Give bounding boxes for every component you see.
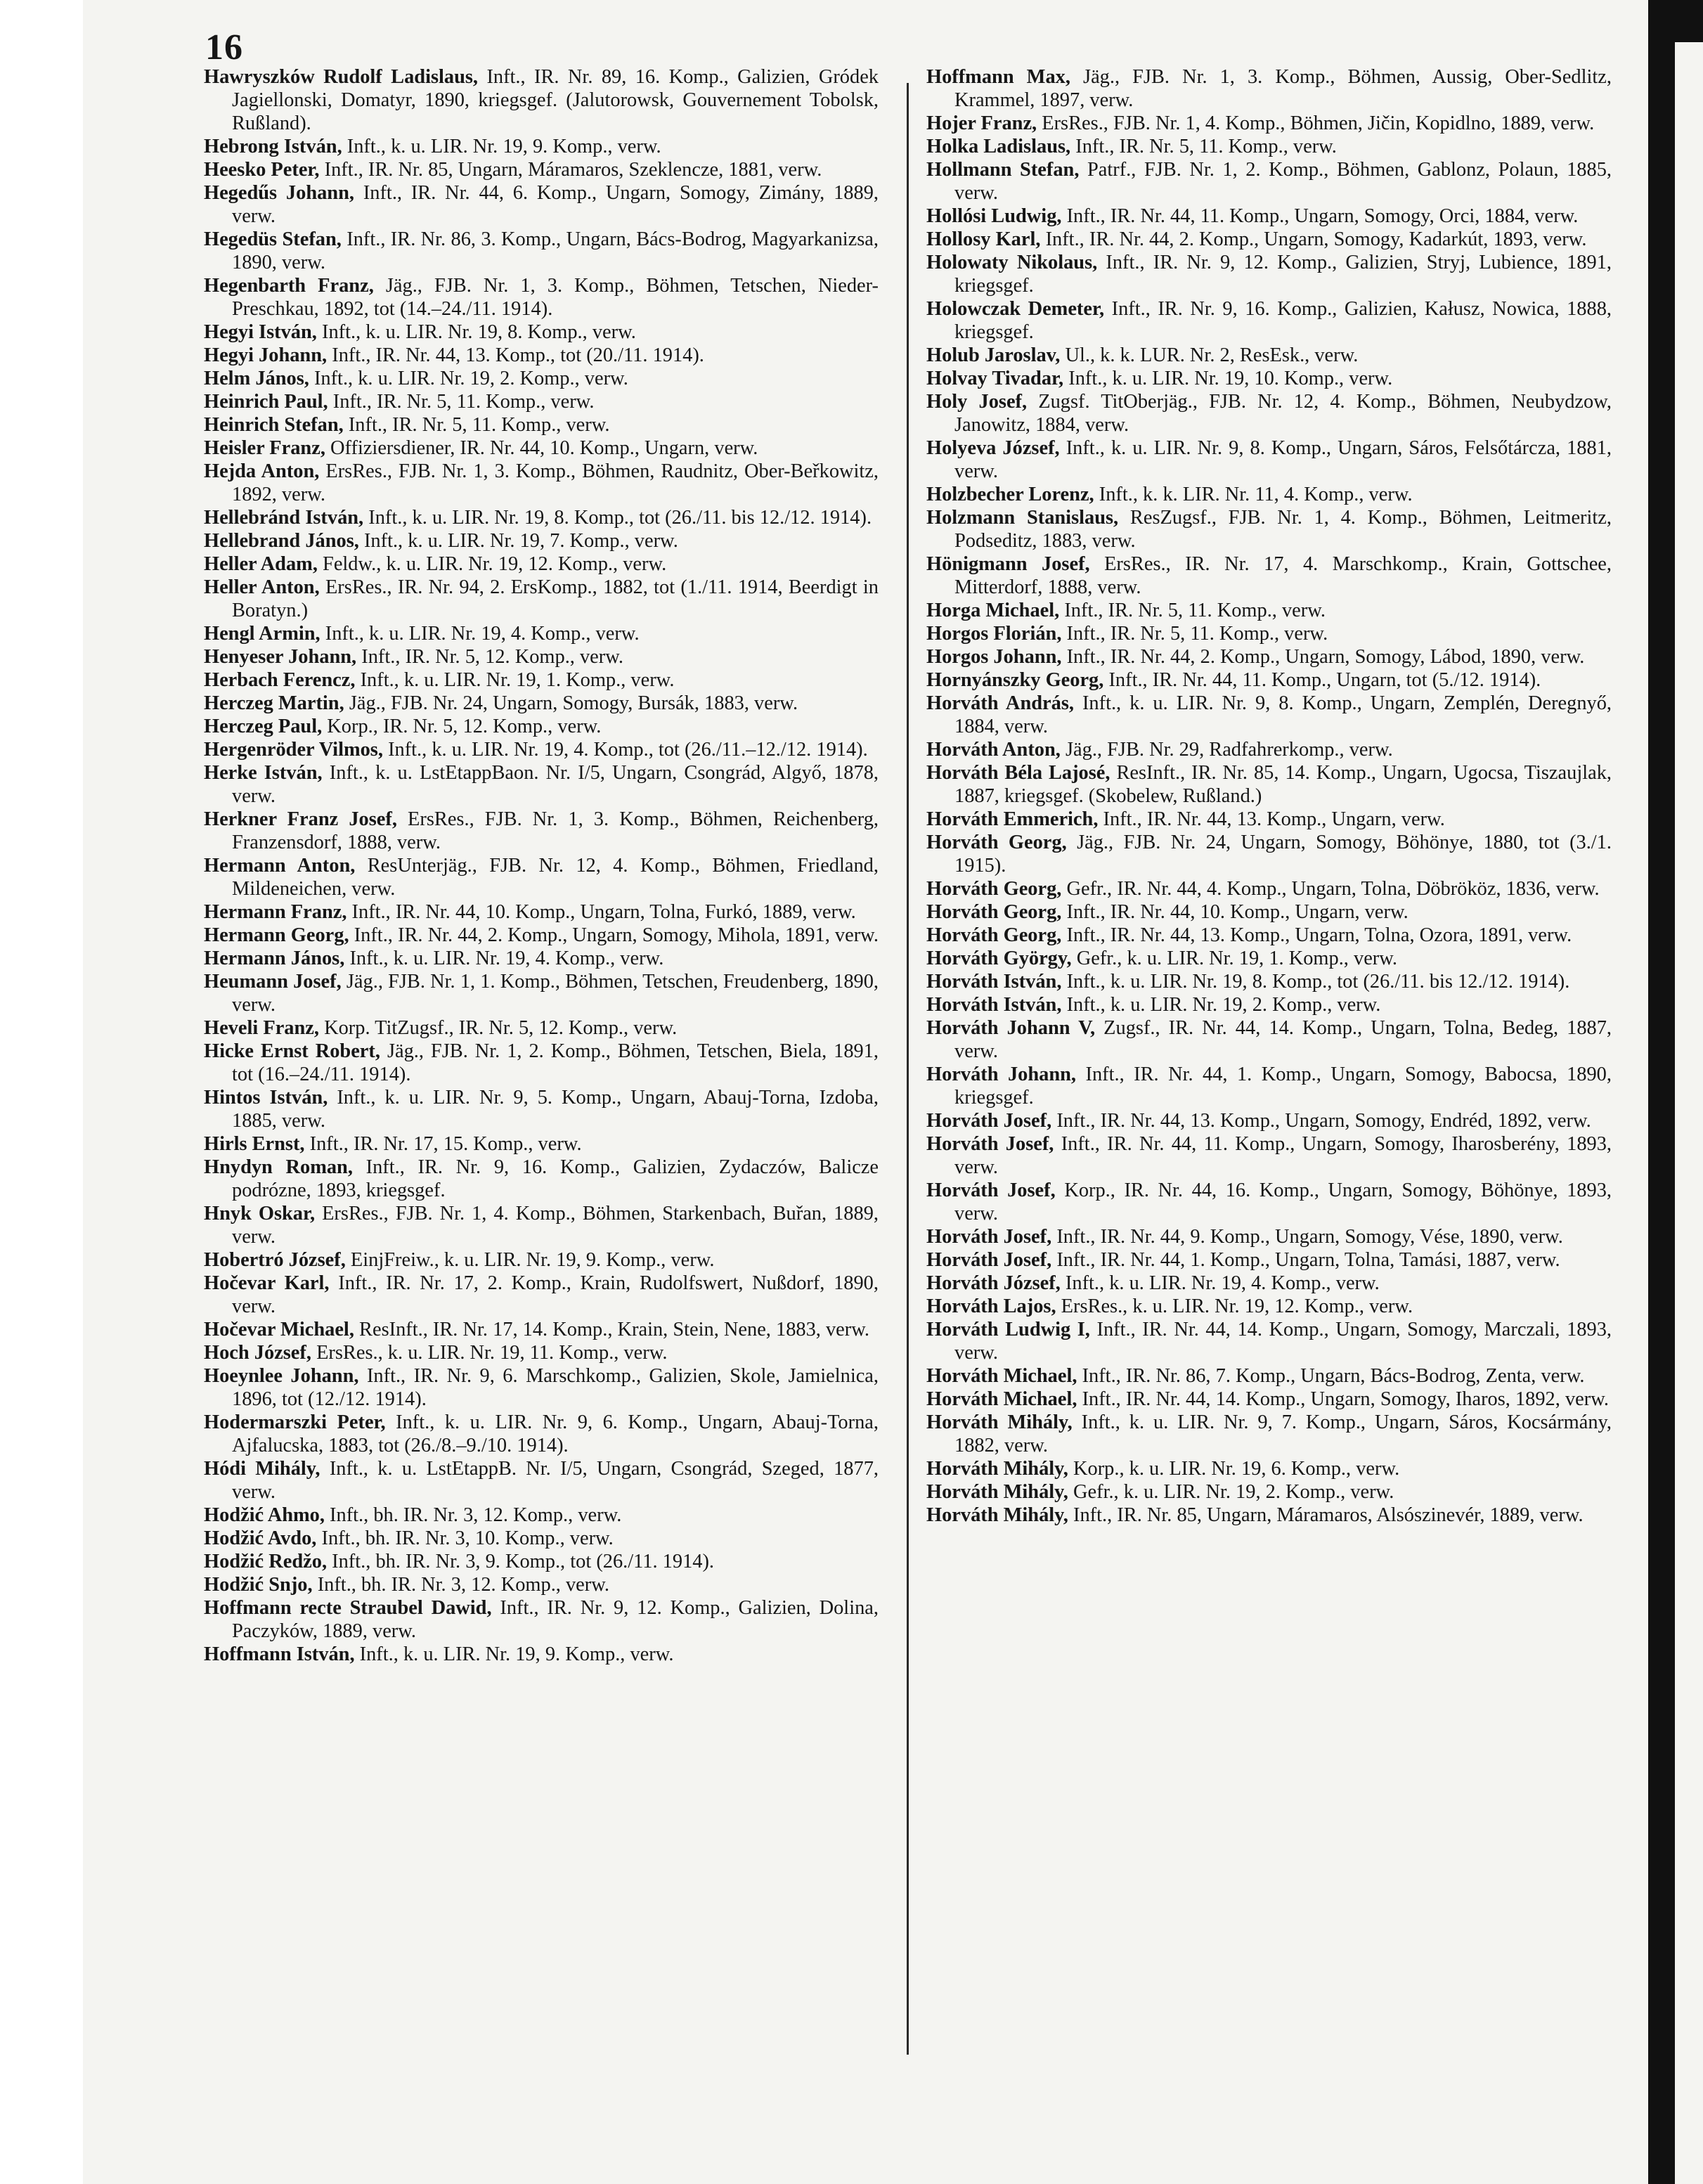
entry-details: Inft., IR. Nr. 44, 13. Komp., Ungarn, verw.	[1103, 808, 1445, 830]
entry-name: Horváth István,	[926, 971, 1062, 993]
entry-details: Inft., IR. Nr. 9, 16. Komp., Galizien, Zydaczów, Balicze podrózne, 1893, kriegsgef.	[232, 1156, 879, 1201]
register-entry	[926, 692, 1612, 738]
entry-details: Inft., IR. Nr. 5, 11. Komp., verw.	[1066, 623, 1328, 645]
entry-name: Horváth Josef,	[926, 1180, 1056, 1201]
entry-name: Hirls Ernst,	[204, 1133, 305, 1155]
register-entry	[204, 367, 879, 390]
register-entry	[204, 854, 879, 900]
register-entry	[926, 344, 1612, 367]
register-entry	[926, 622, 1612, 645]
entry-details: Jäg., FJB. Nr. 1, 3. Komp., Böhmen, Tetschen, Nieder-Preschkau, 1892, tot (14.–24./11. 1914).	[232, 275, 879, 320]
entry-details: Inft., k. u. LIR. Nr. 19, 4. Komp., tot (26./11.–12./12. 1914).	[388, 739, 868, 761]
entry-name: Horváth Mihály,	[926, 1458, 1068, 1480]
register-entry	[204, 506, 879, 529]
entry-name: Hergenröder Vilmos,	[204, 739, 383, 761]
entry-name: Hódi Mihály,	[204, 1458, 320, 1480]
register-entry	[926, 1109, 1612, 1132]
register-entry	[204, 738, 879, 761]
register-entry	[204, 1504, 879, 1527]
register-entry	[204, 924, 879, 947]
entry-name: Holy Josef,	[926, 391, 1028, 413]
entry-name: Herczeg Paul,	[204, 716, 323, 737]
entry-details: Inft., IR. Nr. 44, 11. Komp., Ungarn, Somogy, Iharosberény, 1893, verw.	[954, 1133, 1612, 1178]
entry-name: Hoffmann recte Straubel Dawid,	[204, 1597, 492, 1619]
entry-details: ErsRes., IR. Nr. 17, 4. Marschkomp., Krain, Gottschee, Mitterdorf, 1888, verw.	[954, 553, 1612, 598]
entry-details: Inft., IR. Nr. 9, 12. Komp., Galizien, Stryj, Lubience, 1891, kriegsgef.	[954, 252, 1612, 297]
register-entry	[926, 112, 1612, 135]
register-entry	[926, 1179, 1612, 1225]
register-entry	[204, 1550, 879, 1573]
entry-details: Inft., IR. Nr. 86, 7. Komp., Ungarn, Bács-Bodrog, Zenta, verw.	[1082, 1365, 1585, 1387]
entry-details: Zugsf. TitOberjäg., FJB. Nr. 12, 4. Komp., Böhmen, Neubydzow, Janowitz, 1884, verw.	[954, 391, 1612, 436]
register-entry	[926, 553, 1612, 599]
register-entry	[204, 274, 879, 321]
register-entry	[926, 947, 1612, 970]
entry-name: Holvay Tivadar,	[926, 368, 1064, 389]
entry-details: Inft., bh. IR. Nr. 3, 9. Komp., tot (26./11. 1914).	[332, 1551, 715, 1572]
entry-name: Hönigmann Josef,	[926, 553, 1090, 575]
entry-details: Inft., IR. Nr. 44, 14. Komp., Ungarn, Somogy, Iharos, 1892, verw.	[1082, 1388, 1609, 1410]
entry-details: ErsRes., IR. Nr. 94, 2. ErsKomp., 1882, tot (1./11. 1914, Beerdigt in Boratyn.)	[232, 576, 879, 621]
register-entry	[204, 1202, 879, 1248]
entry-details: Inft., k. u. LIR. Nr. 19, 10. Komp., verw.	[1068, 368, 1393, 389]
entry-name: Hermann Franz,	[204, 901, 347, 923]
entry-name: Horváth Georg,	[926, 832, 1067, 853]
entry-details: Inft., IR. Nr. 44, 9. Komp., Ungarn, Somogy, Vése, 1890, verw.	[1056, 1226, 1563, 1248]
register-entry	[926, 645, 1612, 668]
entry-details: Inft., IR. Nr. 5, 11. Komp., verw.	[1075, 136, 1337, 157]
entry-details: Inft., k. u. LIR. Nr. 19, 9. Komp., verw.	[347, 136, 661, 157]
entry-name: Heinrich Paul,	[204, 391, 328, 413]
register-entry	[926, 506, 1612, 553]
register-entry	[926, 1504, 1612, 1527]
register-entry	[926, 877, 1612, 900]
entry-details: Korp., k. u. LIR. Nr. 19, 6. Komp., verw.	[1073, 1458, 1400, 1480]
entry-name: Heesko Peter,	[204, 159, 320, 181]
register-entry	[926, 1248, 1612, 1272]
entry-details: Inft., bh. IR. Nr. 3, 10. Komp., verw.	[321, 1527, 614, 1549]
register-entry	[204, 1411, 879, 1457]
entry-details: ErsRes., FJB. Nr. 1, 3. Komp., Böhmen, Raudnitz, Ober-Beřkowitz, 1892, verw.	[232, 460, 879, 505]
entry-details: Inft., IR. Nr. 44, 2. Komp., Ungarn, Somogy, Kadarkút, 1893, verw.	[1045, 228, 1587, 250]
entry-details: Korp., IR. Nr. 5, 12. Komp., verw.	[327, 716, 602, 737]
entry-name: Horváth Josef,	[926, 1133, 1054, 1155]
entry-name: Hegedüs Stefan,	[204, 228, 342, 250]
register-entry	[926, 1225, 1612, 1248]
entry-details: Inft., IR. Nr. 9, 6. Marschkomp., Galizien, Skole, Jamielnica, 1896, tot (12./12. 1914).	[232, 1365, 879, 1410]
register-entry	[204, 947, 879, 970]
entry-name: Herbach Ferencz,	[204, 669, 356, 691]
entry-name: Holyeva József,	[926, 437, 1060, 459]
register-entry	[204, 622, 879, 645]
entry-name: Horváth Johann V,	[926, 1017, 1096, 1039]
entry-name: Horgos Florián,	[926, 623, 1062, 645]
entry-details: Inft., IR. Nr. 44, 2. Komp., Ungarn, Somogy, Mihola, 1891, verw.	[354, 924, 879, 946]
entry-details: EinjFreiw., k. u. LIR. Nr. 19, 9. Komp., verw.	[350, 1249, 715, 1271]
entry-name: Horváth Mihály,	[926, 1411, 1073, 1433]
entry-name: Hellebránd István,	[204, 507, 364, 529]
entry-details: Inft., IR. Nr. 44, 10. Komp., Ungarn, Tolna, Furkó, 1889, verw.	[351, 901, 856, 923]
register-entry	[204, 645, 879, 668]
register-entry	[926, 1364, 1612, 1388]
entry-name: Hermann Georg,	[204, 924, 349, 946]
register-entry	[204, 1341, 879, 1364]
register-entry	[926, 251, 1612, 297]
entry-name: Hobertró József,	[204, 1249, 346, 1271]
entry-details: Inft., k. u. LIR. Nr. 9, 5. Komp., Ungarn, Abauj-Torna, Izdoba, 1885, verw.	[232, 1087, 879, 1132]
entry-details: Inft., bh. IR. Nr. 3, 12. Komp., verw.	[330, 1504, 622, 1526]
entry-details: Jäg., FJB. Nr. 1, 3. Komp., Böhmen, Aussig, Ober-Sedlitz, Krammel, 1897, verw.	[954, 66, 1612, 111]
entry-details: Zugsf., IR. Nr. 44, 14. Komp., Ungarn, Tolna, Bedeg, 1887, verw.	[954, 1017, 1612, 1062]
entry-name: Heumann Josef,	[204, 971, 342, 993]
entry-name: Horváth Ludwig I,	[926, 1319, 1090, 1340]
register-entry	[204, 1016, 879, 1040]
entry-details: Inft., IR. Nr. 85, Ungarn, Máramaros, Szeklencze, 1881, verw.	[324, 159, 822, 181]
entry-details: Inft., IR. Nr. 5, 12. Komp., verw.	[361, 646, 623, 668]
entry-name: Hegyi István,	[204, 321, 317, 343]
scan-left-margin	[0, 0, 83, 2184]
register-entry	[204, 692, 879, 715]
register-entry	[204, 1573, 879, 1596]
entry-details: Inft., IR. Nr. 44, 13. Komp., Ungarn, Tolna, Ozora, 1891, verw.	[1066, 924, 1572, 946]
register-entry	[926, 808, 1612, 831]
entry-details: Inft., k. u. LIR. Nr. 19, 8. Komp., tot (26./11. bis 12./12. 1914).	[368, 507, 872, 529]
entry-name: Holowczak Demeter,	[926, 298, 1105, 320]
entry-details: Ul., k. k. LUR. Nr. 2, ResEsk., verw.	[1065, 344, 1359, 366]
entry-details: Feldw., k. u. LIR. Nr. 19, 12. Komp., verw.	[323, 553, 667, 575]
entry-details: ResInft., IR. Nr. 17, 14. Komp., Krain, Stein, Nene, 1883, verw.	[359, 1319, 869, 1340]
entry-name: Hoch József,	[204, 1342, 311, 1364]
entry-name: Holka Ladislaus,	[926, 136, 1071, 157]
column-right	[926, 65, 1612, 1527]
register-entry	[926, 1016, 1612, 1063]
register-entry	[926, 367, 1612, 390]
register-entry	[204, 65, 879, 135]
entry-details: Inft., k. u. LIR. Nr. 9, 8. Komp., Ungarn, Zemplén, Deregnyő, 1884, verw.	[954, 692, 1612, 737]
entry-details: Inft., k. u. LIR. Nr. 9, 7. Komp., Ungarn, Sáros, Kocsármány, 1882, verw.	[954, 1411, 1612, 1456]
entry-details: Inft., k. u. LIR. Nr. 19, 8. Komp., verw.	[322, 321, 636, 343]
register-entry	[926, 135, 1612, 158]
register-entry	[204, 1364, 879, 1411]
register-entry	[204, 553, 879, 576]
entry-details: ResInft., IR. Nr. 85, 14. Komp., Ungarn, Ugocsa, Tiszaujlak, 1887, kriegsgef. (Skobelew, Rußland.)	[954, 762, 1612, 807]
register-entry	[204, 1457, 879, 1504]
entry-name: Horga Michael,	[926, 600, 1060, 621]
entry-details: Inft., IR. Nr. 44, 11. Komp., Ungarn, tot (5./12. 1914).	[1108, 669, 1541, 691]
register-entry	[204, 1156, 879, 1202]
entry-details: Inft., IR. Nr. 5, 11. Komp., verw.	[332, 391, 595, 413]
entry-name: Herke István,	[204, 762, 323, 784]
entry-name: Hollósi Ludwig,	[926, 205, 1062, 227]
register-entry	[204, 668, 879, 692]
register-entry	[926, 1318, 1612, 1364]
entry-name: Hodžić Ahmo,	[204, 1504, 325, 1526]
register-entry	[926, 483, 1612, 506]
page-number: 16	[205, 27, 243, 67]
entry-details: Inft., k. u. LIR. Nr. 9, 8. Komp., Ungarn, Sáros, Felsőtárcza, 1881, verw.	[954, 437, 1612, 482]
adjacent-page-edge	[1675, 42, 1703, 2184]
entry-name: Hermann János,	[204, 948, 345, 969]
register-entry	[204, 460, 879, 506]
entry-details: Inft., IR. Nr. 9, 16. Komp., Galizien, Kałusz, Nowica, 1888, kriegsgef.	[954, 298, 1612, 343]
entry-name: Horváth Michael,	[926, 1365, 1077, 1387]
entry-details: Inft., IR. Nr. 44, 13. Komp., tot (20./11. 1914).	[332, 344, 704, 366]
entry-details: Inft., IR. Nr. 44, 11. Komp., Ungarn, Somogy, Orci, 1884, verw.	[1066, 205, 1579, 227]
entry-details: Inft., IR. Nr. 44, 10. Komp., Ungarn, verw.	[1066, 901, 1409, 923]
entry-name: Heisler Franz,	[204, 437, 325, 459]
entry-details: Inft., k. k. LIR. Nr. 11, 4. Komp., verw.	[1099, 484, 1413, 505]
register-entry	[926, 228, 1612, 251]
entry-name: Hicke Ernst Robert,	[204, 1040, 380, 1062]
entry-name: Horváth Mihály,	[926, 1504, 1068, 1526]
register-entry	[926, 970, 1612, 993]
entry-details: Inft., k. u. LIR. Nr. 19, 7. Komp., verw.	[363, 530, 678, 552]
entry-details: Gefr., IR. Nr. 44, 4. Komp., Ungarn, Tolna, Döbrököz, 1836, verw.	[1066, 878, 1600, 900]
entry-name: Holub Jaroslav,	[926, 344, 1061, 366]
register-entry	[926, 437, 1612, 483]
entry-name: Horváth Johann,	[926, 1064, 1077, 1085]
entry-details: Inft., IR. Nr. 44, 2. Komp., Ungarn, Somogy, Lábod, 1890, verw.	[1066, 646, 1585, 668]
entry-name: Horváth István,	[926, 994, 1062, 1016]
register-entry	[926, 205, 1612, 228]
register-entry	[926, 1063, 1612, 1109]
entry-details: Inft., IR. Nr. 44, 6. Komp., Ungarn, Somogy, Zimány, 1889, verw.	[232, 182, 879, 227]
register-entry	[204, 321, 879, 344]
register-entry	[926, 1411, 1612, 1457]
entry-details: Inft., IR. Nr. 5, 11. Komp., verw.	[1064, 600, 1326, 621]
register-entry	[926, 390, 1612, 437]
register-entry	[926, 1388, 1612, 1411]
entry-details: Inft., IR. Nr. 86, 3. Komp., Ungarn, Bács-Bodrog, Magyarkanizsa, 1890, verw.	[232, 228, 879, 273]
entry-name: Horváth Anton,	[926, 739, 1061, 761]
entry-name: Hollmann Stefan,	[926, 159, 1080, 181]
register-entry	[204, 181, 879, 228]
register-entry	[926, 738, 1612, 761]
entry-name: Herczeg Martin,	[204, 692, 344, 714]
entry-name: Helm János,	[204, 368, 309, 389]
entry-name: Hočevar Michael,	[204, 1319, 354, 1340]
entry-name: Horváth József,	[926, 1272, 1061, 1294]
register-entry	[926, 297, 1612, 344]
entry-name: Horváth Josef,	[926, 1110, 1052, 1132]
entry-name: Heinrich Stefan,	[204, 414, 344, 436]
register-entry	[926, 1272, 1612, 1295]
entry-name: Hellebrand János,	[204, 530, 359, 552]
entry-name: Hodermarszki Peter,	[204, 1411, 386, 1433]
entry-details: Gefr., k. u. LIR. Nr. 19, 2. Komp., verw.	[1073, 1481, 1394, 1503]
entry-name: Hollosy Karl,	[926, 228, 1041, 250]
entry-details: ErsRes., FJB. Nr. 1, 4. Komp., Böhmen, Jičin, Kopidlno, 1889, verw.	[1042, 112, 1595, 134]
register-entry	[926, 599, 1612, 622]
register-entry	[204, 576, 879, 622]
entry-details: Inft., k. u. LstEtappBaon. Nr. I/5, Ungarn, Csongrád, Algyő, 1878, verw.	[232, 762, 879, 807]
register-entry	[926, 1457, 1612, 1480]
entry-name: Hegenbarth Franz,	[204, 275, 374, 297]
entry-details: Inft., IR. Nr. 5, 11. Komp., verw.	[348, 414, 610, 436]
entry-details: Inft., IR. Nr. 17, 15. Komp., verw.	[309, 1133, 582, 1155]
entry-details: Inft., k. u. LIR. Nr. 19, 4. Komp., verw.	[349, 948, 664, 969]
entry-details: Korp. TitZugsf., IR. Nr. 5, 12. Komp., verw.	[324, 1017, 678, 1039]
entry-name: Hoffmann István,	[204, 1643, 355, 1665]
register-entry	[926, 1295, 1612, 1318]
entry-details: ErsRes., k. u. LIR. Nr. 19, 11. Komp., verw.	[316, 1342, 668, 1364]
entry-name: Holzbecher Lorenz,	[926, 484, 1094, 505]
entry-name: Hodžić Redžo,	[204, 1551, 328, 1572]
entry-details: Jäg., FJB. Nr. 1, 2. Komp., Böhmen, Tetschen, Biela, 1891, tot (16.–24./11. 1914).	[232, 1040, 879, 1085]
register-entry	[204, 1132, 879, 1156]
register-entry	[204, 158, 879, 181]
entry-details: Inft., IR. Nr. 44, 14. Komp., Ungarn, Somogy, Marczali, 1893, verw.	[954, 1319, 1612, 1364]
entry-details: Inft., IR. Nr. 85, Ungarn, Máramaros, Alsószinevér, 1889, verw.	[1073, 1504, 1584, 1526]
register-entry	[204, 228, 879, 274]
register-entry	[926, 1480, 1612, 1504]
register-entry	[204, 900, 879, 924]
entry-details: Inft., bh. IR. Nr. 3, 12. Komp., verw.	[317, 1574, 609, 1596]
entry-name: Horváth Béla Lajosé,	[926, 762, 1110, 784]
entry-name: Horváth Georg,	[926, 878, 1062, 900]
entry-details: Inft., IR. Nr. 89, 16. Komp., Galizien, Gródek Jagiellonski, Domatyr, 1890, kriegsgef. (Jalutorowsk, Gouvernement Tobolsk, Rußland).	[232, 66, 879, 134]
entry-details: Inft., k. u. LstEtappB. Nr. I/5, Ungarn, Csongrád, Szeged, 1877, verw.	[232, 1458, 879, 1503]
entry-name: Hoffmann Max,	[926, 66, 1070, 88]
entry-details: ErsRes., k. u. LIR. Nr. 19, 12. Komp., verw.	[1061, 1295, 1413, 1317]
register-entry	[204, 1248, 879, 1272]
register-entry	[926, 1132, 1612, 1179]
register-entry	[926, 65, 1612, 112]
register-entry	[204, 135, 879, 158]
entry-name: Hočevar Karl,	[204, 1272, 330, 1294]
register-entry	[204, 344, 879, 367]
entry-name: Hornyánszky Georg,	[926, 669, 1104, 691]
entry-name: Hnydyn Roman,	[204, 1156, 353, 1178]
entry-details: Inft., k. u. LIR. Nr. 19, 2. Komp., verw.	[313, 368, 628, 389]
register-entry	[204, 390, 879, 413]
entry-details: Inft., IR. Nr. 44, 1. Komp., Ungarn, Somogy, Babocsa, 1890, kriegsgef.	[954, 1064, 1612, 1109]
entry-name: Horváth András,	[926, 692, 1074, 714]
register-entry	[204, 970, 879, 1016]
entry-name: Hodžić Avdo,	[204, 1527, 317, 1549]
entry-name: Hintos István,	[204, 1087, 328, 1109]
entry-details: Jäg., FJB. Nr. 1, 1. Komp., Böhmen, Tetschen, Freudenberg, 1890, verw.	[232, 971, 879, 1016]
entry-name: Hegedűs Johann,	[204, 182, 354, 204]
register-entry	[926, 158, 1612, 205]
column-divider	[907, 83, 909, 2055]
register-entry	[926, 668, 1612, 692]
register-entry	[204, 529, 879, 553]
register-entry	[204, 413, 879, 437]
entry-name: Horváth Mihály,	[926, 1481, 1068, 1503]
entry-name: Henyeser Johann,	[204, 646, 357, 668]
entry-details: Jäg., FJB. Nr. 24, Ungarn, Somogy, Böhönye, 1880, tot (3./1. 1915).	[954, 832, 1612, 877]
entry-name: Hegyi Johann,	[204, 344, 328, 366]
entry-details: Inft., k. u. LIR. Nr. 19, 2. Komp., verw.	[1066, 994, 1381, 1016]
entry-details: Inft., IR. Nr. 9, 12. Komp., Galizien, Dolina, Paczyków, 1889, verw.	[232, 1597, 879, 1642]
entry-details: Jäg., FJB. Nr. 29, Radfahrerkomp., verw.	[1065, 739, 1393, 761]
register-entry	[204, 437, 879, 460]
column-left	[204, 65, 879, 1666]
entry-details: Gefr., k. u. LIR. Nr. 19, 1. Komp., verw.	[1076, 948, 1398, 969]
register-entry	[926, 761, 1612, 808]
entry-details: Inft., k. u. LIR. Nr. 19, 4. Komp., verw.	[1065, 1272, 1380, 1294]
register-entry	[204, 715, 879, 738]
entry-name: Hodžić Snjo,	[204, 1574, 313, 1596]
entry-details: Inft., k. u. LIR. Nr. 19, 9. Komp., verw.	[359, 1643, 674, 1665]
entry-name: Hnyk Oskar,	[204, 1203, 316, 1225]
entry-name: Herkner Franz Josef,	[204, 808, 397, 830]
register-entry	[926, 924, 1612, 947]
register-entry	[926, 900, 1612, 924]
entry-name: Hejda Anton,	[204, 460, 320, 482]
entry-name: Holzmann Stanislaus,	[926, 507, 1119, 529]
entry-name: Hoeynlee Johann,	[204, 1365, 359, 1387]
entry-name: Hebrong István,	[204, 136, 342, 157]
entry-name: Horváth Michael,	[926, 1388, 1077, 1410]
entry-details: Inft., k. u. LIR. Nr. 19, 8. Komp., tot (26./11. bis 12./12. 1914).	[1066, 971, 1570, 993]
entry-details: ErsRes., FJB. Nr. 1, 3. Komp., Böhmen, Reichenberg, Franzensdorf, 1888, verw.	[232, 808, 879, 853]
entry-name: Horváth Josef,	[926, 1226, 1052, 1248]
register-entry	[204, 1643, 879, 1666]
entry-name: Hojer Franz,	[926, 112, 1037, 134]
entry-details: Inft., k. u. LIR. Nr. 9, 6. Komp., Ungarn, Abauj-Torna, Ajfalucska, 1883, tot (26./8.–9./10. 1914).	[232, 1411, 879, 1456]
entry-name: Horváth Emmerich,	[926, 808, 1099, 830]
register-entry	[204, 808, 879, 854]
entry-details: Inft., k. u. LIR. Nr. 19, 4. Komp., verw.	[325, 623, 640, 645]
entry-details: Jäg., FJB. Nr. 24, Ungarn, Somogy, Bursák, 1883, verw.	[349, 692, 798, 714]
register-entry	[204, 1527, 879, 1550]
entry-details: ResUnterjäg., FJB. Nr. 12, 4. Komp., Böhmen, Friedland, Mildeneichen, verw.	[232, 855, 879, 900]
register-entry	[204, 1596, 879, 1643]
entry-name: Horváth Josef,	[926, 1249, 1052, 1271]
entry-name: Horváth Georg,	[926, 901, 1062, 923]
entry-name: Hengl Armin,	[204, 623, 320, 645]
entry-name: Horváth Lajos,	[926, 1295, 1056, 1317]
entry-details: Patrf., FJB. Nr. 1, 2. Komp., Böhmen, Gablonz, Polaun, 1885, verw.	[954, 159, 1612, 204]
register-entry	[926, 993, 1612, 1016]
entry-name: Horváth György,	[926, 948, 1072, 969]
entry-name: Heller Adam,	[204, 553, 318, 575]
entry-details: ErsRes., FJB. Nr. 1, 4. Komp., Böhmen, Starkenbach, Buřan, 1889, verw.	[232, 1203, 879, 1248]
register-entry	[204, 1086, 879, 1132]
entry-name: Horváth Georg,	[926, 924, 1062, 946]
entry-details: Korp., IR. Nr. 44, 16. Komp., Ungarn, Somogy, Böhönye, 1893, verw.	[954, 1180, 1612, 1225]
entry-details: Inft., IR. Nr. 44, 1. Komp., Ungarn, Tolna, Tamási, 1887, verw.	[1056, 1249, 1560, 1271]
register-entry	[204, 1318, 879, 1341]
entry-name: Heller Anton,	[204, 576, 320, 598]
entry-details: Inft., IR. Nr. 17, 2. Komp., Krain, Rudolfswert, Nußdorf, 1890, verw.	[232, 1272, 879, 1317]
entry-name: Hermann Anton,	[204, 855, 356, 877]
register-entry	[204, 1272, 879, 1318]
entry-name: Hawryszków Rudolf Ladislaus,	[204, 66, 479, 88]
entry-details: Inft., k. u. LIR. Nr. 19, 1. Komp., verw.	[360, 669, 675, 691]
entry-details: Inft., IR. Nr. 44, 13. Komp., Ungarn, Somogy, Endréd, 1892, verw.	[1056, 1110, 1591, 1132]
register-entry	[204, 1040, 879, 1086]
register-entry	[926, 831, 1612, 877]
entry-details: ResZugsf., FJB. Nr. 1, 4. Komp., Böhmen, Leitmeritz, Podseditz, 1883, verw.	[954, 507, 1612, 552]
register-entry	[204, 761, 879, 808]
entry-name: Heveli Franz,	[204, 1017, 319, 1039]
entry-details: Offiziersdiener, IR. Nr. 44, 10. Komp., Ungarn, verw.	[330, 437, 758, 459]
entry-name: Holowaty Nikolaus,	[926, 252, 1098, 273]
entry-name: Horgos Johann,	[926, 646, 1062, 668]
